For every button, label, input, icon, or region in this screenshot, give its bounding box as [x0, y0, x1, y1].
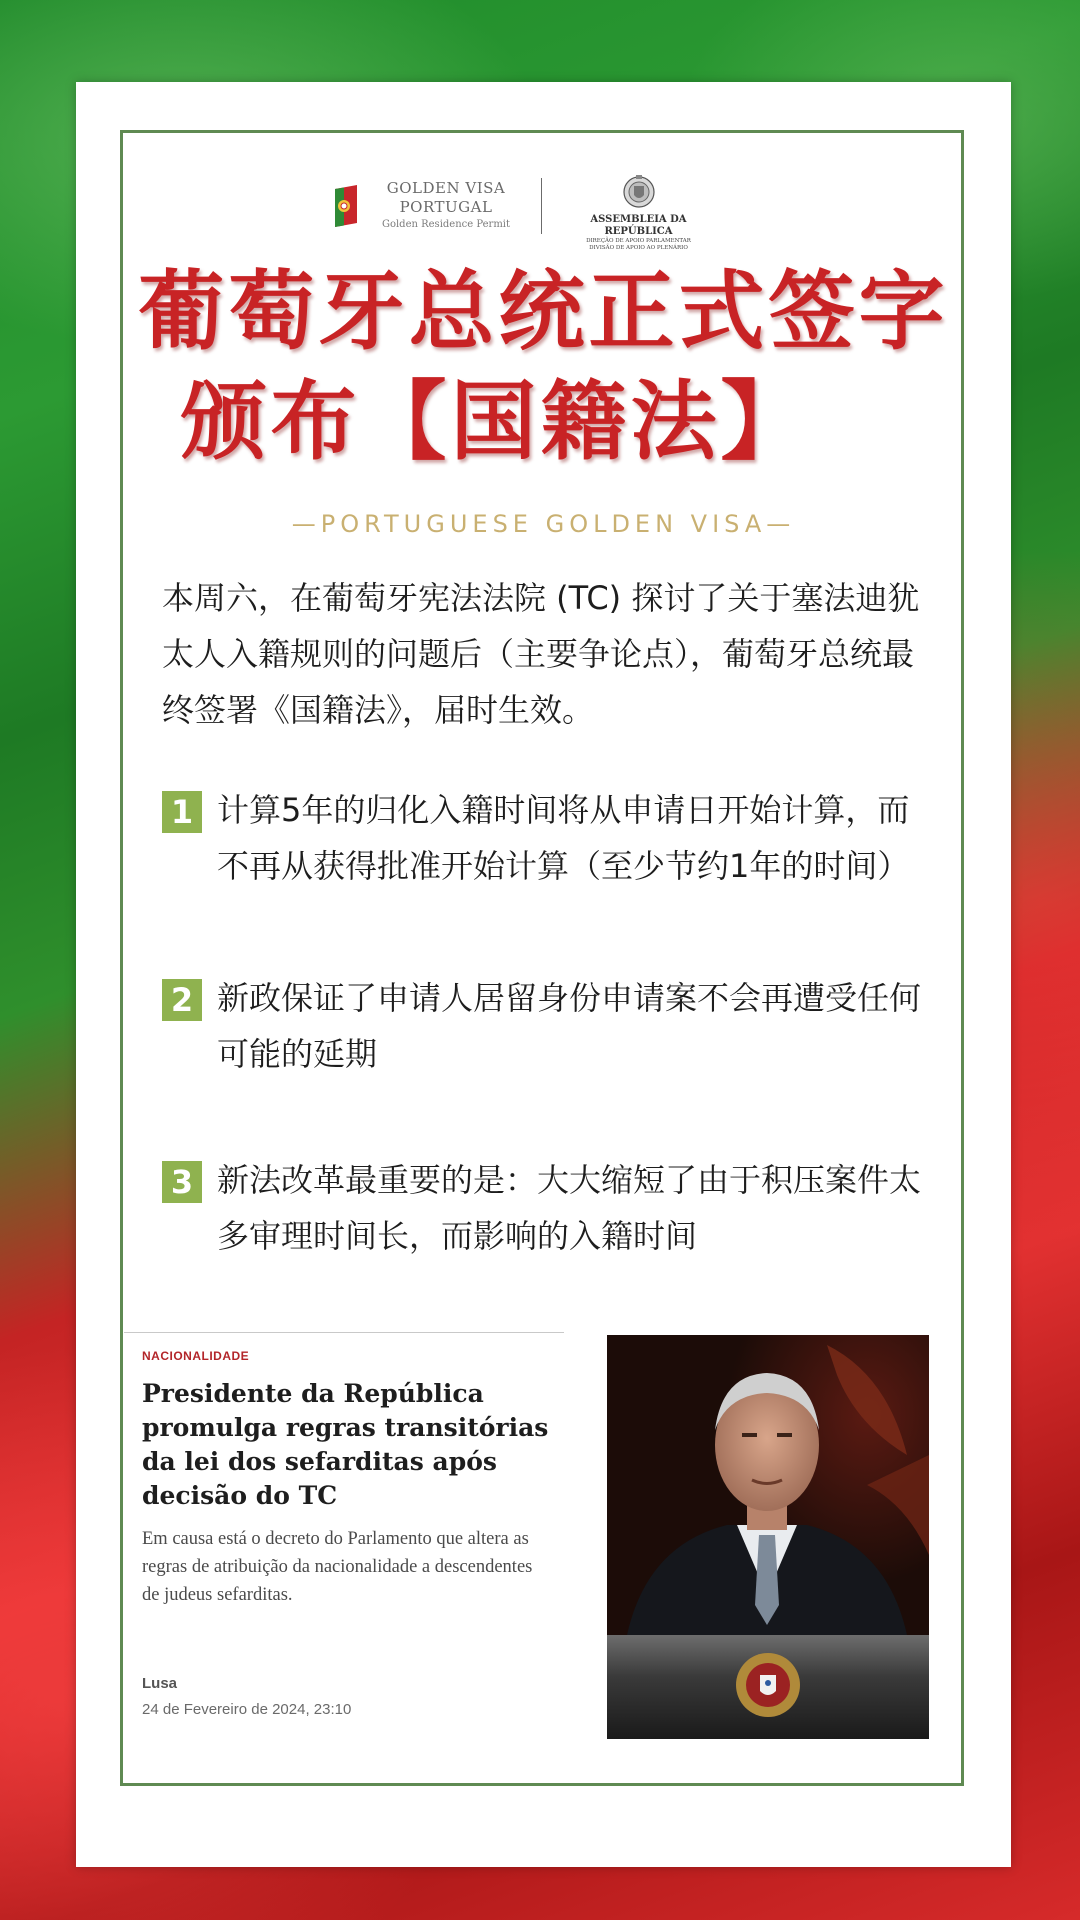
portuguese-flag-emblem-icon [331, 183, 361, 229]
golden-visa-logo [331, 179, 521, 239]
portrait-illustration [607, 1335, 929, 1739]
news-category: NACIONALIDADE [142, 1349, 250, 1363]
intro-paragraph: 本周六，在葡萄牙宪法法院 (TC) 探讨了关于塞法迪犹太人入籍规则的问题后（主要争论点），葡萄牙总统最终签署《国籍法》，届时生效。 [162, 579, 920, 729]
assembleia-line2: DIREÇÃO DE APOIO PARLAMENTAR [586, 238, 691, 244]
coat-of-arms-icon [622, 174, 656, 212]
point-number-badge: 1 [162, 791, 202, 833]
golden-visa-wordmark [371, 179, 521, 232]
news-headline: Presidente da República promulga regras transitórias da lei dos sefarditas após decisão do TC [142, 1379, 549, 1510]
point-text: 新政保证了申请人居留身份申请案不会再遭受任何可能的延期 [217, 979, 922, 1073]
point-number-badge: 2 [162, 979, 202, 1021]
news-date: 24 de Fevereiro de 2024, 23:10 [142, 1701, 352, 1718]
headline-line-2: 颁布【国籍法】 [180, 372, 811, 472]
headline-line-1: 葡萄牙总统正式签字 [138, 262, 949, 362]
assembleia-name: ASSEMBLEIA DA REPÚBLICA [590, 214, 687, 237]
golden-visa-line1: GOLDEN VISA [386, 179, 506, 197]
logo-divider [541, 178, 542, 234]
president-portrait-photo [607, 1335, 929, 1739]
golden-visa-tagline: Golden Residence Permit [381, 219, 511, 230]
news-source: Lusa [142, 1675, 178, 1692]
assembleia-logo [556, 174, 721, 251]
news-summary: Em causa está o decreto do Parlamento que altera as regras de atribuição da nacionalidade a descendentes de judeus sefarditas. [142, 1529, 533, 1605]
subtitle: —PORTUGUESE GOLDEN VISA— [291, 510, 796, 538]
news-article-card [124, 1332, 564, 1718]
poster-card [76, 82, 1011, 1867]
point-text: 计算5年的归化入籍时间将从申请日开始计算，而不再从获得批准开始计算（至少节约1年的时间） [217, 791, 910, 885]
golden-visa-line2: PORTUGAL [399, 198, 493, 216]
assembleia-line3: DIVISÃO DE APOIO AO PLENÁRIO [589, 245, 688, 251]
point-number-badge: 3 [162, 1161, 202, 1203]
point-text: 新法改革最重要的是：大大缩短了由于积压案件太多审理时间长，而影响的入籍时间 [217, 1161, 922, 1255]
